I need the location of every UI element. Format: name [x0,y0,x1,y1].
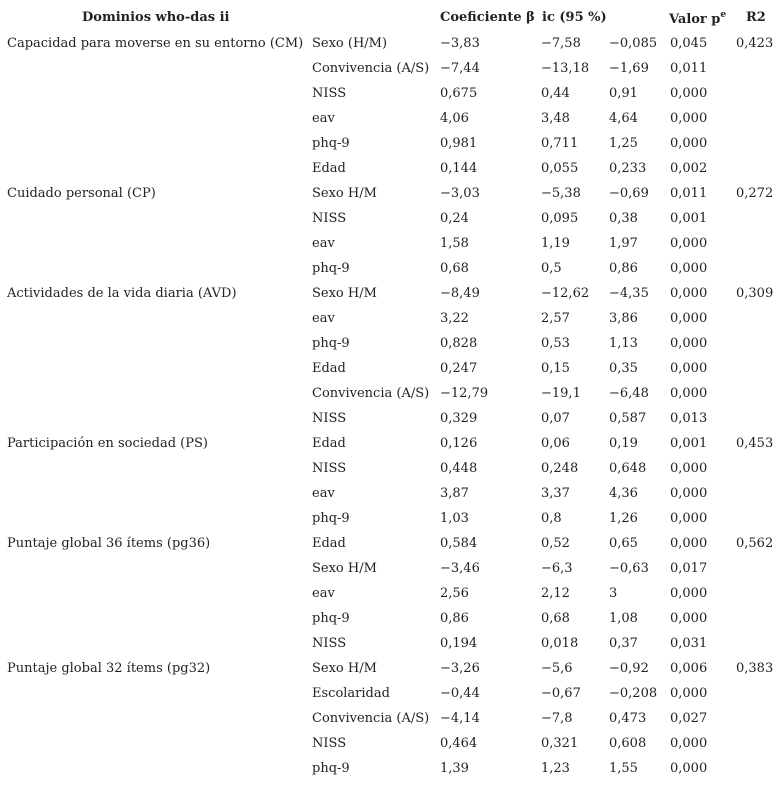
coefficient-cell: 0,828 [440,336,478,351]
header-ic: ic (95 %) [542,10,607,25]
table-row [0,660,784,685]
coefficient-cell: −3,83 [440,36,480,51]
empty-cell [0,260,312,285]
variable-cell: phq-9 [312,336,350,351]
table-row [0,210,784,235]
empty-cell [0,385,312,410]
ci-upper-cell: 0,587 [609,411,647,426]
ci-lower-cell: 0,055 [541,161,579,176]
domain-cell: Participación en sociedad (PS) [7,436,208,451]
header-p-sup: e [720,10,727,20]
coefficient-cell: 3,87 [440,486,469,501]
ci-upper-cell: −0,085 [609,36,658,51]
domain-cell: Puntaje global 32 ítems (pg32) [7,661,211,676]
empty-cell [736,360,784,385]
ci-upper-cell: 4,64 [609,111,638,126]
table-row [0,460,784,485]
table-row [0,335,784,360]
table-row [0,635,784,660]
ci-upper-cell: −0,92 [609,661,649,676]
domain-cell: Cuidado personal (CP) [7,186,156,201]
p-value-cell: 0,031 [670,636,708,651]
empty-cell [0,110,312,135]
p-value-cell: 0,000 [670,286,708,301]
ci-upper-cell: −0,69 [609,186,649,201]
p-value-cell: 0,045 [670,36,708,51]
table-row [0,85,784,110]
empty-cell [0,310,312,335]
ci-lower-cell: 0,248 [541,461,579,476]
ci-upper-cell: 3 [609,586,618,601]
header-p-value [669,10,726,27]
empty-cell [736,510,784,535]
coefficient-cell: −0,44 [440,686,480,701]
header-coef: Coeficiente β [440,10,535,25]
table-row [0,135,784,160]
table-row [0,110,784,135]
variable-cell: Edad [312,361,346,376]
table-row [0,710,784,735]
p-value-cell: 0,006 [670,661,708,676]
empty-cell [0,160,312,185]
empty-cell [736,610,784,635]
table-row [0,60,784,85]
coefficient-cell: 4,06 [440,111,469,126]
variable-cell: Sexo H/M [312,561,377,576]
ci-upper-cell: −4,35 [609,286,649,301]
ci-upper-cell: 0,35 [609,361,638,376]
ci-upper-cell: 0,37 [609,636,638,651]
variable-cell: NISS [312,636,347,651]
empty-cell [736,135,784,160]
coefficient-cell: 1,58 [440,236,469,251]
coefficient-cell: 1,03 [440,511,469,526]
ci-upper-cell: 1,08 [609,611,638,626]
table-row [0,235,784,260]
empty-cell [736,560,784,585]
table-body [0,35,784,785]
empty-cell [0,60,312,85]
p-value-cell: 0,000 [670,336,708,351]
empty-cell [0,510,312,535]
empty-cell [736,710,784,735]
coefficient-cell: 2,56 [440,586,469,601]
p-value-cell: 0,000 [670,236,708,251]
ci-lower-cell: 3,37 [541,486,570,501]
coefficient-cell: 0,464 [440,736,478,751]
empty-cell [736,735,784,760]
variable-cell: phq-9 [312,761,350,776]
empty-cell [736,485,784,510]
ci-lower-cell: −5,38 [541,186,581,201]
empty-cell [0,710,312,735]
ci-lower-cell: 0,68 [541,611,570,626]
ci-lower-cell: 0,06 [541,436,570,451]
r2-cell: 0,309 [736,286,774,301]
empty-cell [0,210,312,235]
coefficient-cell: 0,126 [440,436,478,451]
ci-upper-cell: 0,65 [609,536,638,551]
empty-cell [0,85,312,110]
coefficient-cell: −12,79 [440,386,489,401]
table-row [0,285,784,310]
ci-lower-cell: 3,48 [541,111,570,126]
empty-cell [0,635,312,660]
p-value-cell: 0,000 [670,311,708,326]
empty-cell [736,310,784,335]
ci-lower-cell: 0,15 [541,361,570,376]
variable-cell: Escolaridad [312,686,390,701]
ci-lower-cell: 0,8 [541,511,562,526]
header-p-base: Valor p [669,12,721,27]
empty-cell [0,685,312,710]
ci-lower-cell: 0,095 [541,211,579,226]
variable-cell: Sexo H/M [312,286,377,301]
ci-lower-cell: −19,1 [541,386,581,401]
coefficient-cell: 0,675 [440,86,478,101]
ci-upper-cell: 1,13 [609,336,638,351]
empty-cell [736,85,784,110]
ci-lower-cell: 0,018 [541,636,579,651]
r2-cell: 0,562 [736,536,774,551]
table-row [0,485,784,510]
variable-cell: NISS [312,211,347,226]
table-row [0,585,784,610]
ci-lower-cell: 0,711 [541,136,579,151]
ci-lower-cell: −6,3 [541,561,573,576]
p-value-cell: 0,000 [670,136,708,151]
empty-cell [0,560,312,585]
p-value-cell: 0,000 [670,611,708,626]
variable-cell: NISS [312,736,347,751]
table-row [0,310,784,335]
p-value-cell: 0,002 [670,161,708,176]
p-value-cell: 0,000 [670,536,708,551]
ci-upper-cell: −0,63 [609,561,649,576]
table-row [0,360,784,385]
table-row [0,160,784,185]
header-r2: R2 [746,10,766,25]
variable-cell: Convivencia (A/S) [312,386,430,401]
p-value-cell: 0,000 [670,511,708,526]
ci-lower-cell: 0,44 [541,86,570,101]
empty-cell [736,110,784,135]
p-value-cell: 0,000 [670,261,708,276]
variable-cell: Convivencia (A/S) [312,61,430,76]
variable-cell: eav [312,236,335,251]
coefficient-cell: 0,247 [440,361,478,376]
empty-cell [736,685,784,710]
coefficient-cell: 0,329 [440,411,478,426]
table-row [0,260,784,285]
ci-upper-cell: 0,473 [609,711,647,726]
coefficient-cell: −8,49 [440,286,480,301]
r2-cell: 0,423 [736,36,774,51]
ci-lower-cell: 0,52 [541,536,570,551]
empty-cell [0,760,312,785]
ci-upper-cell: 1,97 [609,236,638,251]
empty-cell [736,635,784,660]
ci-lower-cell: 0,53 [541,336,570,351]
p-value-cell: 0,000 [670,686,708,701]
empty-cell [736,410,784,435]
coefficient-cell: 0,981 [440,136,478,151]
variable-cell: Edad [312,161,346,176]
ci-lower-cell: 2,12 [541,586,570,601]
empty-cell [0,335,312,360]
domain-cell: Actividades de la vida diaria (AVD) [7,286,237,301]
ci-lower-cell: −12,62 [541,286,590,301]
p-value-cell: 0,027 [670,711,708,726]
p-value-cell: 0,000 [670,361,708,376]
ci-upper-cell: 0,38 [609,211,638,226]
variable-cell: eav [312,111,335,126]
empty-cell [736,60,784,85]
domain-cell: Capacidad para moverse en su entorno (CM) [7,36,304,51]
ci-upper-cell: 4,36 [609,486,638,501]
coefficient-cell: 0,86 [440,611,469,626]
ci-upper-cell: 0,608 [609,736,647,751]
empty-cell [736,585,784,610]
empty-cell [736,335,784,360]
ci-lower-cell: −0,67 [541,686,581,701]
p-value-cell: 0,000 [670,386,708,401]
ci-lower-cell: −7,58 [541,36,581,51]
ci-upper-cell: 0,648 [609,461,647,476]
empty-cell [736,260,784,285]
empty-cell [0,235,312,260]
variable-cell: phq-9 [312,611,350,626]
p-value-cell: 0,011 [670,61,708,76]
r2-cell: 0,453 [736,436,774,451]
variable-cell: eav [312,311,335,326]
empty-cell [0,485,312,510]
r2-cell: 0,272 [736,186,774,201]
empty-cell [736,235,784,260]
p-value-cell: 0,000 [670,761,708,776]
variable-cell: NISS [312,86,347,101]
empty-cell [736,760,784,785]
domain-cell: Puntaje global 36 ítems (pg36) [7,536,211,551]
table-row [0,685,784,710]
ci-upper-cell: −6,48 [609,386,649,401]
variable-cell: phq-9 [312,511,350,526]
coefficient-cell: 1,39 [440,761,469,776]
p-value-cell: 0,017 [670,561,708,576]
table-row [0,560,784,585]
table-row [0,410,784,435]
p-value-cell: 0,000 [670,586,708,601]
ci-lower-cell: −13,18 [541,61,590,76]
p-value-cell: 0,000 [670,111,708,126]
variable-cell: eav [312,586,335,601]
p-value-cell: 0,013 [670,411,708,426]
ci-upper-cell: 3,86 [609,311,638,326]
p-value-cell: 0,000 [670,86,708,101]
table-row [0,185,784,210]
coefficient-cell: −3,26 [440,661,480,676]
ci-lower-cell: 1,19 [541,236,570,251]
ci-lower-cell: 1,23 [541,761,570,776]
ci-upper-cell: 0,91 [609,86,638,101]
ci-upper-cell: 0,86 [609,261,638,276]
variable-cell: NISS [312,461,347,476]
r2-cell: 0,383 [736,661,774,676]
empty-cell [736,385,784,410]
coefficient-cell: 0,194 [440,636,478,651]
ci-lower-cell: 2,57 [541,311,570,326]
empty-cell [736,460,784,485]
coefficient-cell: 0,584 [440,536,478,551]
table-row [0,535,784,560]
coefficient-cell: 0,68 [440,261,469,276]
variable-cell: Edad [312,536,346,551]
table-row [0,735,784,760]
variable-cell: Sexo H/M [312,186,377,201]
ci-upper-cell: 1,55 [609,761,638,776]
table-row [0,35,784,60]
empty-cell [0,410,312,435]
table-row [0,435,784,460]
table-row [0,385,784,410]
empty-cell [0,135,312,160]
variable-cell: Sexo (H/M) [312,36,388,51]
p-value-cell: 0,000 [670,486,708,501]
empty-cell [736,210,784,235]
variable-cell: Sexo H/M [312,661,377,676]
ci-upper-cell: −0,208 [609,686,658,701]
empty-cell [0,585,312,610]
ci-lower-cell: −7,8 [541,711,573,726]
variable-cell: phq-9 [312,136,350,151]
header-domain: Dominios who-das ii [82,10,230,25]
ci-upper-cell: 0,19 [609,436,638,451]
table-row [0,510,784,535]
variable-cell: NISS [312,411,347,426]
ci-lower-cell: −5,6 [541,661,573,676]
coefficient-cell: −4,14 [440,711,480,726]
coefficient-cell: 0,144 [440,161,478,176]
coefficient-cell: −3,46 [440,561,480,576]
ci-lower-cell: 0,5 [541,261,562,276]
ci-lower-cell: 0,07 [541,411,570,426]
ci-upper-cell: 1,25 [609,136,638,151]
variable-cell: eav [312,486,335,501]
coefficient-cell: 0,448 [440,461,478,476]
p-value-cell: 0,001 [670,436,708,451]
empty-cell [0,735,312,760]
coefficient-cell: 0,24 [440,211,469,226]
empty-cell [0,460,312,485]
coefficient-cell: −7,44 [440,61,480,76]
ci-upper-cell: 1,26 [609,511,638,526]
p-value-cell: 0,011 [670,186,708,201]
coefficient-cell: 3,22 [440,311,469,326]
regression-table [0,35,784,785]
empty-cell [736,160,784,185]
ci-lower-cell: 0,321 [541,736,579,751]
p-value-cell: 0,000 [670,736,708,751]
variable-cell: Convivencia (A/S) [312,711,430,726]
variable-cell: phq-9 [312,261,350,276]
ci-upper-cell: 0,233 [609,161,647,176]
variable-cell: Edad [312,436,346,451]
empty-cell [0,610,312,635]
coefficient-cell: −3,03 [440,186,480,201]
empty-cell [0,360,312,385]
ci-upper-cell: −1,69 [609,61,649,76]
table-row [0,760,784,785]
p-value-cell: 0,000 [670,461,708,476]
table-row [0,610,784,635]
p-value-cell: 0,001 [670,211,708,226]
